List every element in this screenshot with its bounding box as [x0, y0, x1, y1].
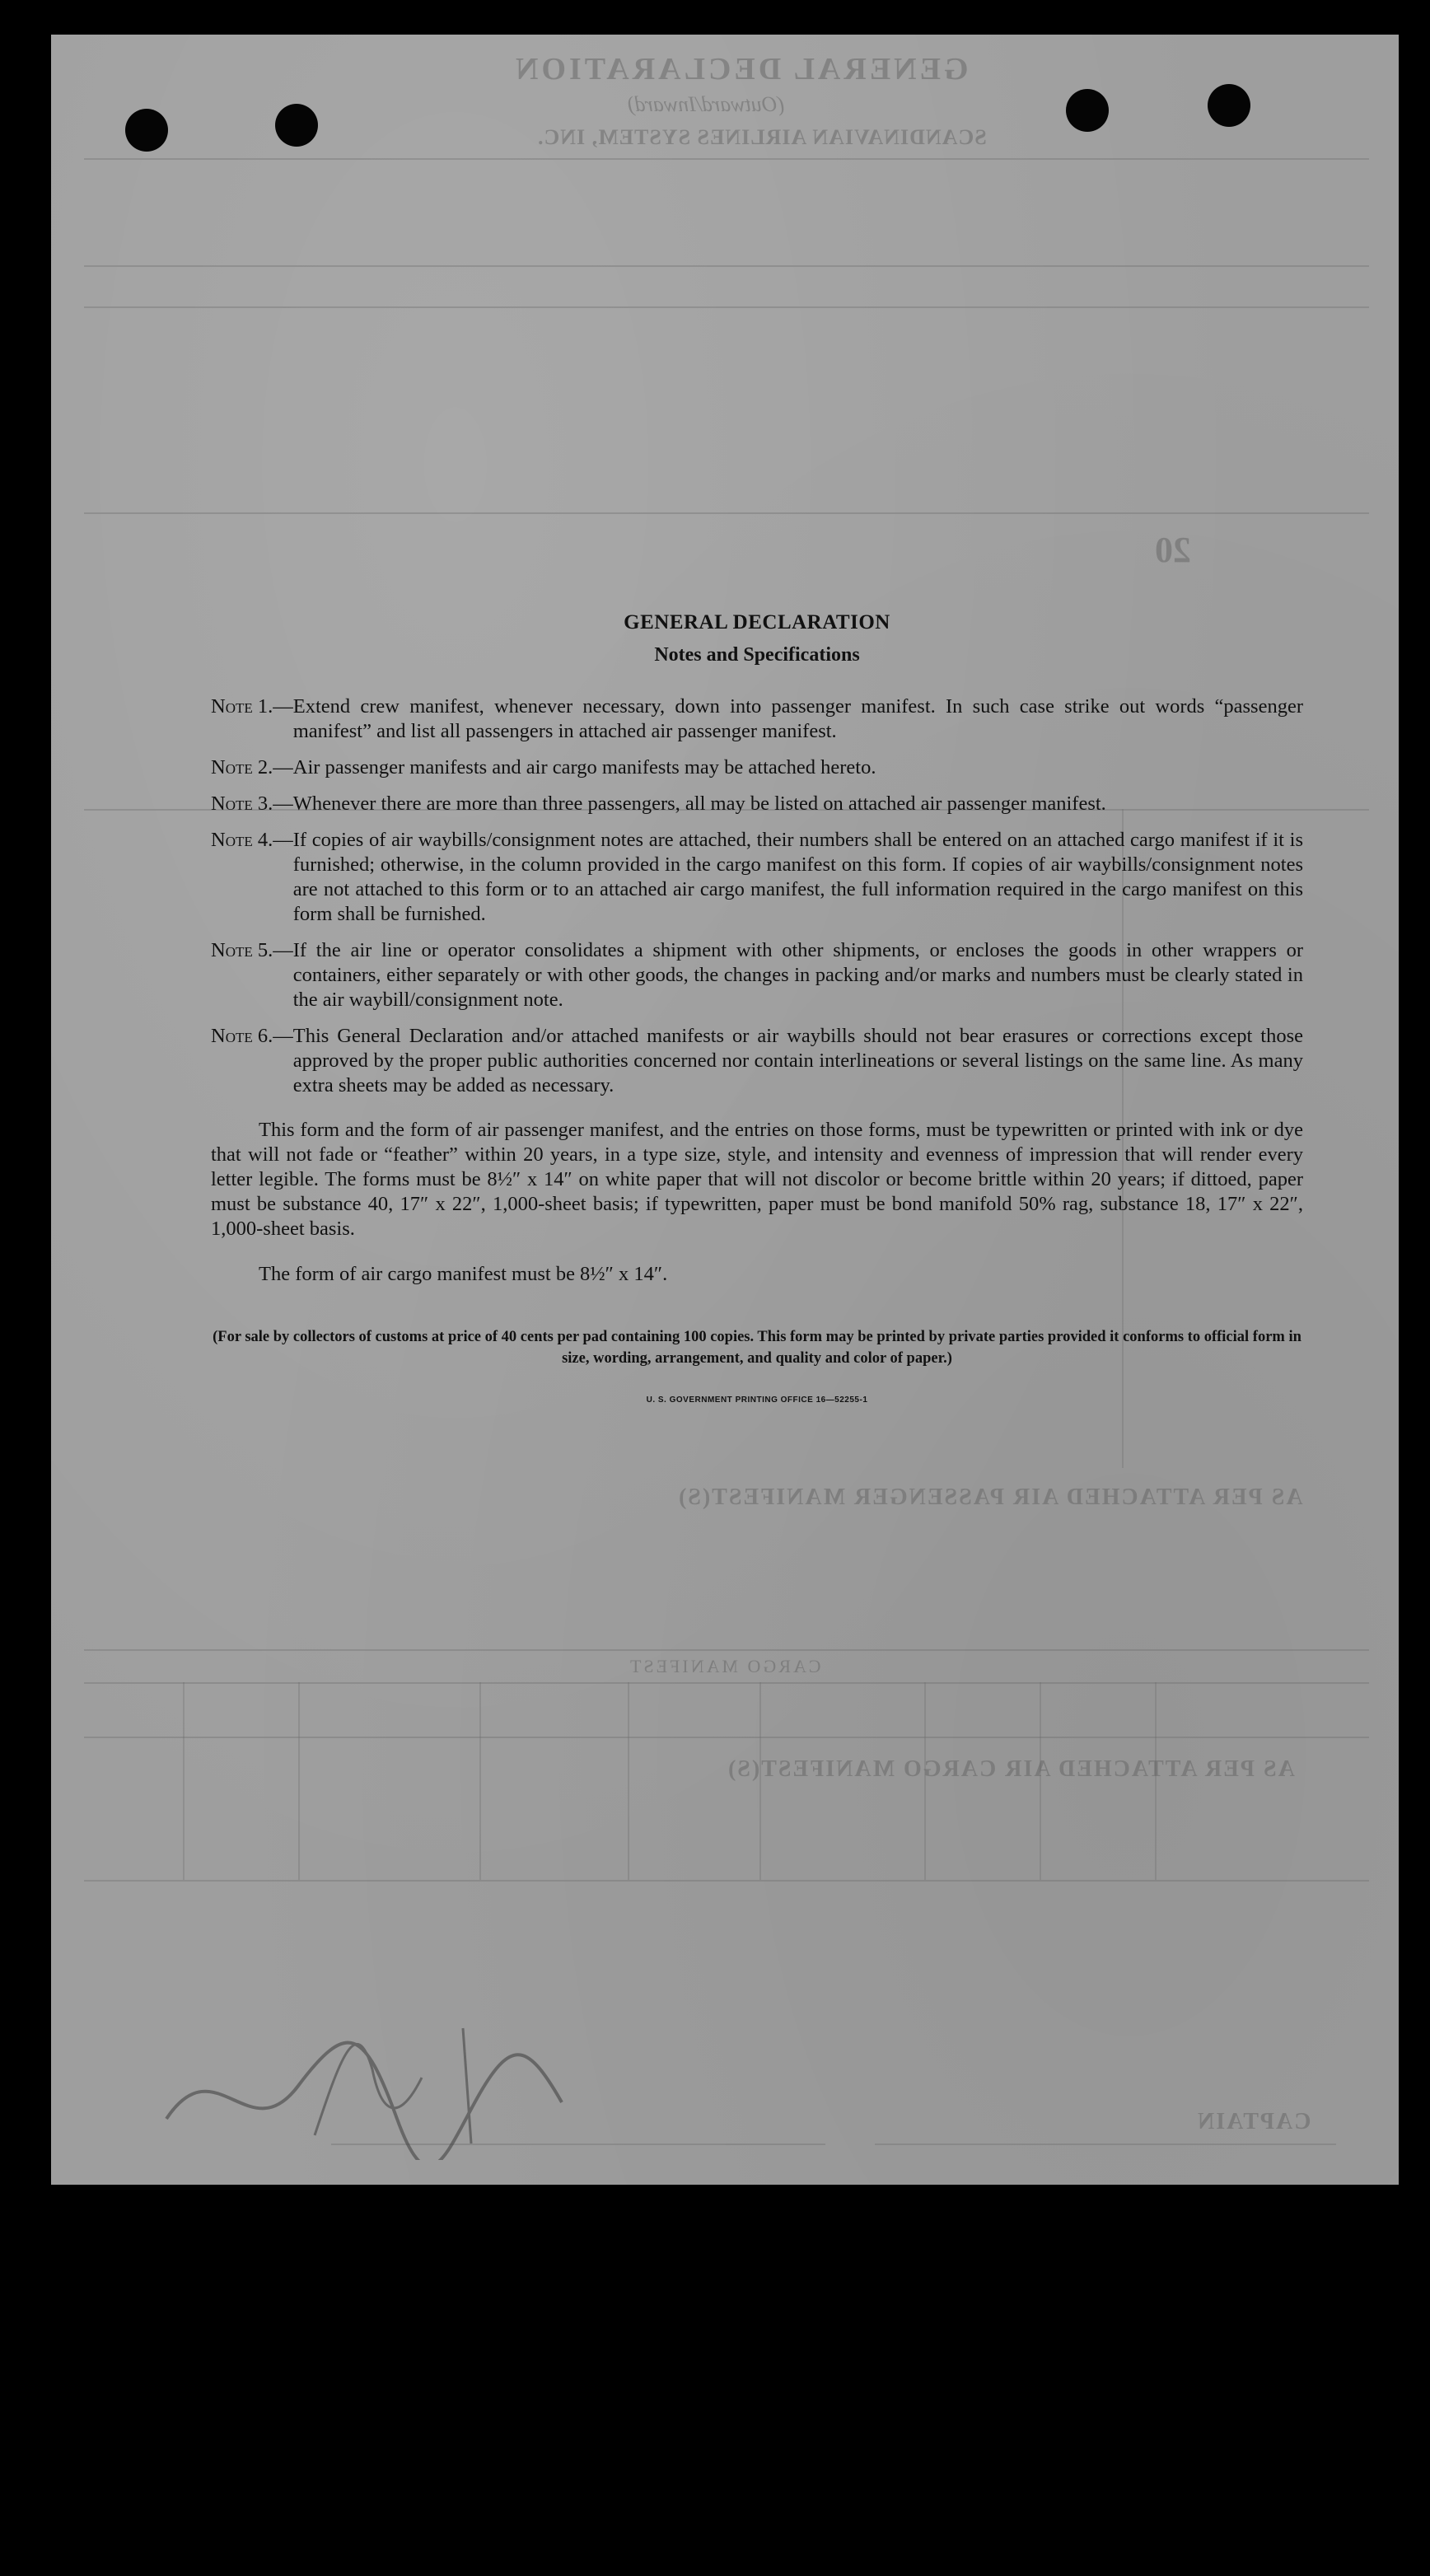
note-label: Note 1.— [211, 695, 293, 718]
cargo-manifest-size-note: The form of air cargo manifest must be 8½″ x 14″. [259, 1262, 668, 1285]
punch-hole [275, 104, 318, 147]
bleed-through-vrule [183, 1682, 185, 1880]
bleed-through-captain: CAPTAIN [1196, 2109, 1311, 2134]
note-text: This General Declaration and/or attached manifests or air waybills should not bear erasures or corrections except those approved by the proper public authorities concerned nor contain interlineations or several listings on the same line. As many extra sheets may be added as necessary. [292, 1025, 1303, 1096]
note-item [211, 828, 1303, 927]
bleed-through-header-sub: (Outward/Inward) [628, 92, 785, 116]
note-text: If the air line or operator consolidates a shipment with other shipments, or encloses the goods in other wrappers or containers, either separately or with other goods, the changes in packing and/or marks and numbers must be clearly stated in the air waybill/consignment note. [292, 939, 1303, 1011]
punch-hole [125, 109, 168, 152]
bleed-through-vrule [479, 1682, 481, 1880]
bleed-through-passenger-stamp: AS PER ATTACHED AIR PASSENGER MANIFEST(S) [677, 1484, 1303, 1510]
signature-bleed-through [150, 1995, 578, 2160]
bleed-through-header: GENERAL DECLARATION [512, 52, 969, 86]
note-label: Note 2.— [211, 756, 293, 778]
note-item [211, 755, 1303, 780]
bleed-through-cargo-stamp: AS PER ATTACHED AIR CARGO MANIFEST(S) [727, 1756, 1295, 1782]
note-text: If copies of air waybills/consignment notes are attached, their numbers shall be entered on an attached cargo manifest if it is furnished; otherwise, in the column provided in the cargo manifest on this form. If copies of air waybills/consignment notes are not attached to this form or to an attached air cargo manifest, the full information required in the cargo manifest on this form shall be furnished. [292, 829, 1303, 925]
document-page [51, 35, 1399, 2185]
bleed-through-rule [84, 265, 1369, 267]
note-label: Note 4.— [211, 829, 293, 851]
sale-note: (For sale by collectors of customs at price of 40 cents per pad containing 100 copies. This form may be printed by private parties provided it conforms to official form in size, wording, arrangement, and quality and color of paper.) [213, 1328, 1301, 1367]
bleed-through-rule [875, 2144, 1336, 2145]
bleed-through-vrule [628, 1682, 629, 1880]
note-label: Note 3.— [211, 792, 293, 815]
note-item [211, 694, 1303, 744]
bleed-through-rule [84, 1649, 1369, 1651]
note-item [211, 1024, 1303, 1098]
bleed-through-page-mark: 20 [1155, 530, 1191, 570]
note-text: Whenever there are more than three passengers, all may be listed on attached air passenger manifest. [292, 792, 1106, 815]
printing-office-imprint: U. S. GOVERNMENT PRINTING OFFICE 16—52255-1 [646, 1395, 868, 1405]
note-label: Note 5.— [211, 939, 293, 961]
bleed-through-rule [84, 158, 1369, 160]
bleed-through-vrule [298, 1682, 300, 1880]
bleed-through-rule [84, 1682, 1369, 1684]
form-specification-paragraph: This form and the form of air passenger manifest, and the entries on those forms, must be typewritten or printed with ink or dye that will not fade or “feather” within 20 years, in a type size, style, and intensity and evenness of impression that will render every letter legible. The forms must be 8½″ x 14″ on white paper that will not discolor or become brittle within 20 years; if dittoed, paper must be substance 40, 17″ x 22″, 1,000-sheet basis; if typewritten, paper must be bond manifold 50% rag, substance 18, 17″ x 22″, 1,000-sheet basis. [211, 1119, 1303, 1240]
note-item [211, 792, 1303, 816]
bleed-through-airline: SCANDINAVIAN AIRLINES SYSTEM, INC. [537, 125, 987, 149]
note-text: Air passenger manifests and air cargo manifests may be attached hereto. [292, 756, 876, 778]
page-title: GENERAL DECLARATION [624, 611, 890, 633]
page-subtitle: Notes and Specifications [654, 644, 860, 666]
bleed-through-rule [84, 1880, 1369, 1882]
bleed-through-rule [84, 512, 1369, 514]
declaration-notes [211, 611, 1303, 1405]
bleed-through-cargo-heading: CARGO MANIFEST [628, 1656, 821, 1676]
note-label: Note 6.— [211, 1025, 293, 1047]
punch-hole [1208, 84, 1250, 127]
punch-hole [1066, 89, 1109, 132]
note-item [211, 938, 1303, 1012]
bleed-through-rule [84, 1737, 1369, 1738]
note-text: Extend crew manifest, whenever necessary, down into passenger manifest. In such case strike out words “passenger manifest” and list all passengers in attached air passenger manifest. [292, 695, 1303, 742]
bleed-through-rule [84, 306, 1369, 308]
